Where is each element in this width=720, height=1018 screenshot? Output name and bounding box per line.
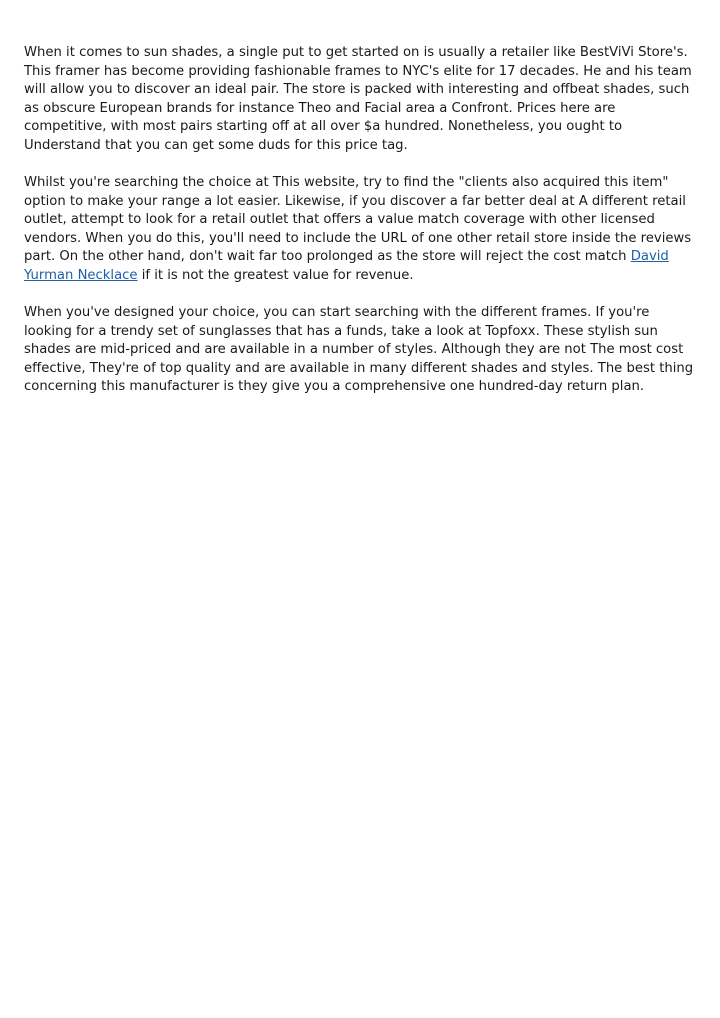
paragraph-2-text-before-link: Whilst you're searching the choice at This website, try to find the "clients also acquired this item" option to make your range a lot easier. Likewise, if you discover a far better deal at A different retail outlet, attempt to look for a retail outlet that offers a value match coverage with other licensed vendors. When you do this, you'll need to include the URL of one other retail store inside the reviews part. On the other hand, don't wait far too prolonged as the store will reject the cost match (24, 175, 692, 264)
paragraph-3: When you've designed your choice, you can start searching with the different frames. If you're looking for a trendy set of sunglasses that has a funds, take a look at Topfoxx. These stylish sun shades are mid-priced and are available in a number of styles. Although they are not The most cost effective, They're of top quality and are available in many different shades and styles. The best thing concerning this manufacturer is they give you a comprehensive one hundred-day return plan. (24, 305, 694, 394)
paragraph-2 (24, 174, 698, 285)
paragraph-1: When it comes to sun shades, a single put to get started on is usually a retailer like BestViVi Store's. This framer has become providing fashionable frames to NYC's elite for 17 decades. He and his team will allow you to discover an ideal pair. The store is packed with interesting and offbeat shades, such as obscure European brands for instance Theo and Facial area a Confront. Prices here are competitive, with most pairs starting off at all over $a hundred. Nonetheless, you ought to Understand that you can get some duds for this price tag. (24, 45, 692, 153)
david-yurman-necklace-link[interactable]: David Yurman Necklace (24, 249, 669, 283)
paragraph-2-text-after-link: if it is not the greatest value for revenue. (137, 267, 414, 283)
article-body (24, 44, 698, 416)
